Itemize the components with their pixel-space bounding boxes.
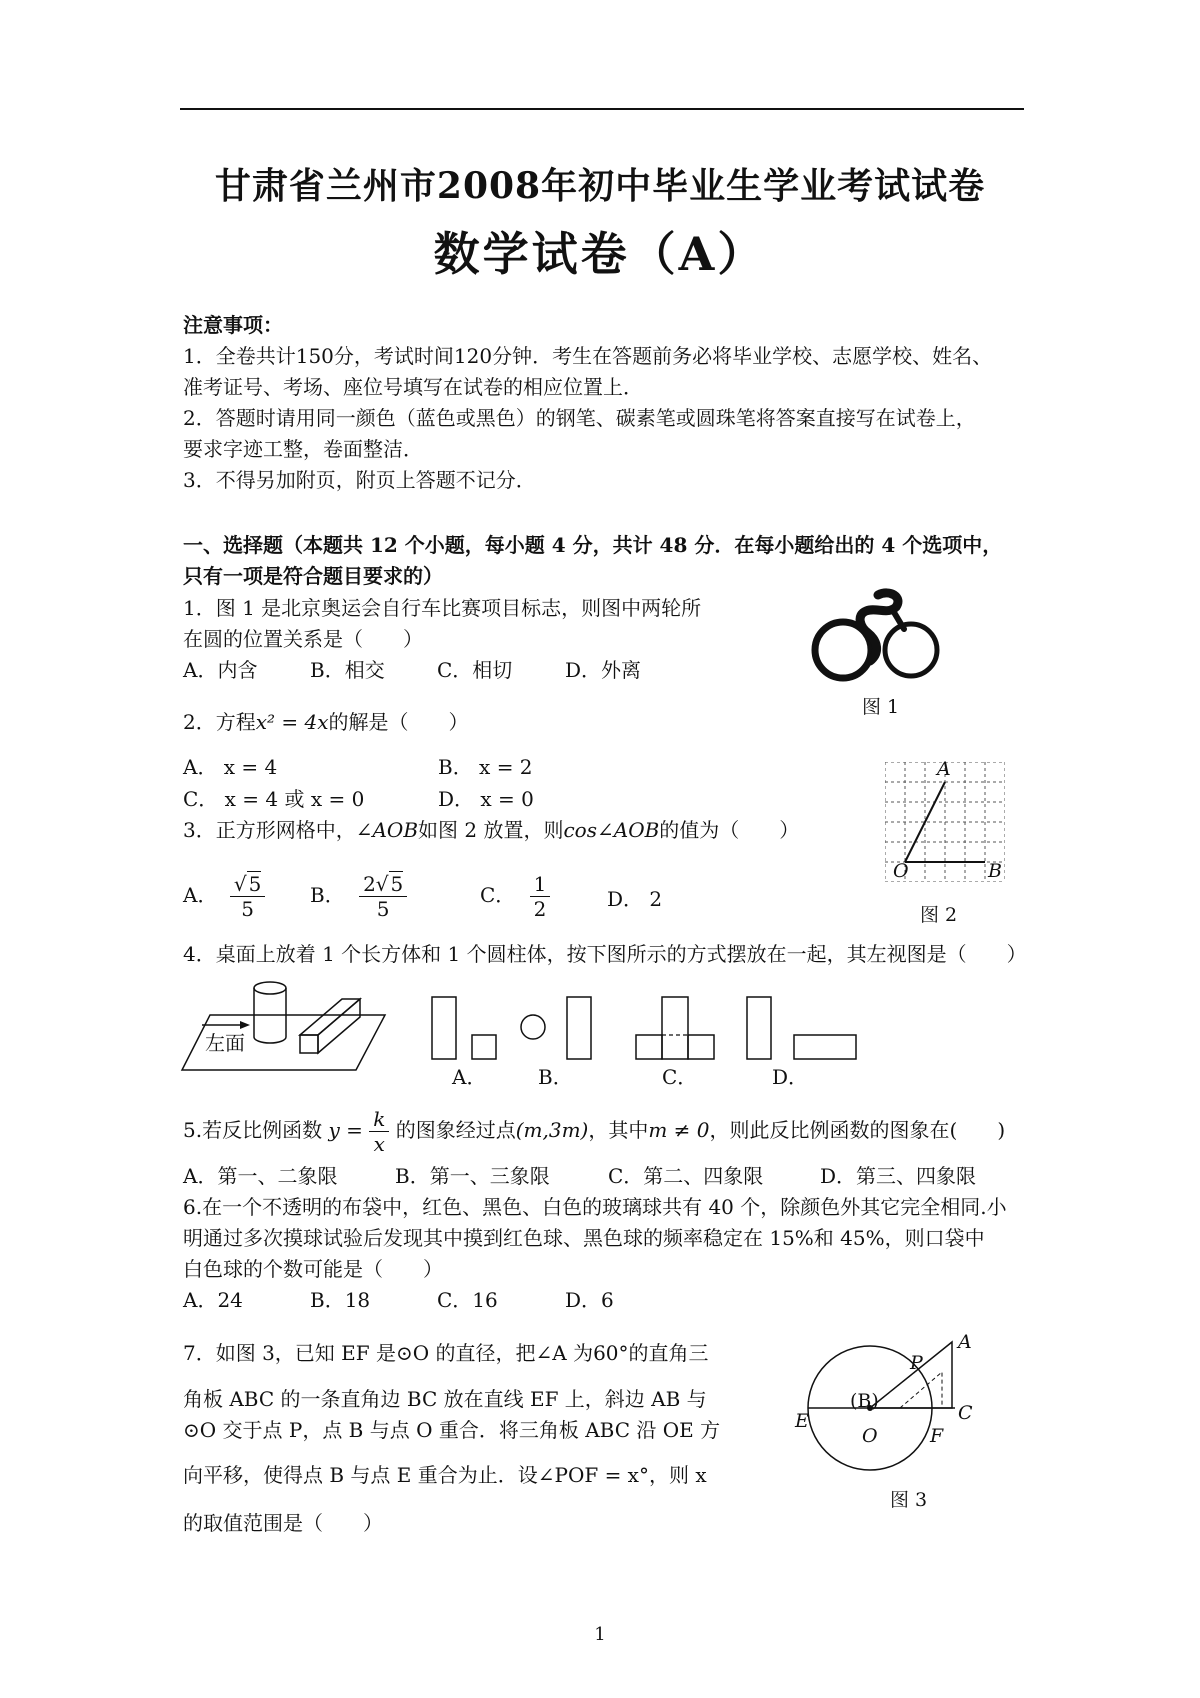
q5-stem: 5.若反比例函数 y = $\frac{k}{x}$ 的图象经过点(m,3m)，其中m ≠ 0，则此反比例函数的图象在( ): [183, 1107, 1006, 1156]
q5-option-a: A．第一、二象限: [183, 1164, 338, 1188]
notice-heading: 注意事项：: [183, 313, 283, 337]
q1-option-d: D．外离: [565, 658, 642, 682]
cycling-logo-figure: [808, 585, 943, 685]
page-number: 1: [594, 1624, 606, 1645]
q7-line-1: 7．如图 3，已知 EF 是⊙O 的直径，把∠A 为60°的直角三: [183, 1341, 709, 1365]
fig3-label-o: O: [862, 1425, 878, 1447]
fig3-label-e: E: [795, 1410, 809, 1432]
notice-line-5: 3．不得另加附页，附页上答题不记分．: [183, 468, 536, 492]
q1-line-1: 1．图 1 是北京奥运会自行车比赛项目标志，则图中两轮所: [183, 596, 702, 620]
q1-line-2: 在圆的位置关系是（ ）: [183, 627, 423, 651]
fig2-label-o: O: [893, 860, 909, 882]
fig3-label-c: C: [958, 1402, 973, 1424]
q1-option-b: B．相交: [310, 658, 385, 682]
q1-option-a: A．内含: [183, 658, 258, 682]
fig2-label-a: A: [937, 758, 951, 780]
q5-option-d: D．第三、四象限: [820, 1164, 977, 1188]
notice-line-4: 要求字迹工整，卷面整洁．: [183, 437, 423, 461]
q3-stem: 3．正方形网格中，∠AOB如图 2 放置，则cos∠AOB的值为（ ）: [183, 818, 800, 842]
figure-2-caption: 图 2: [920, 904, 958, 926]
q5-option-c: C．第二、四象限: [608, 1164, 764, 1188]
q3-option-b: B． $\frac{2√ 5}{5}$: [310, 872, 407, 921]
fig3-label-f: F: [930, 1425, 944, 1447]
q4-left-face-label: 左面: [205, 1031, 245, 1055]
figure-3-circle-triangle: [780, 1330, 980, 1480]
q6-option-c: C．16: [437, 1288, 498, 1312]
notice-line-3: 2．答题时请用同一颜色（蓝色或黑色）的钢笔、碳素笔或圆珠笔将答案直接写在试卷上，: [183, 406, 976, 430]
figure-3-caption: 图 3: [890, 1489, 928, 1511]
q2-equation: x² = 4x: [255, 710, 329, 734]
fig3-label-b: (B): [850, 1390, 879, 1412]
q3-option-a: A． $\frac{√ 5}{5}$: [183, 872, 265, 921]
q4-option-b: B．: [538, 1065, 573, 1089]
exam-subtitle: 数学试卷（A）: [433, 227, 767, 281]
q5-option-b: B．第一、三象限: [395, 1164, 550, 1188]
fig3-label-p: P: [910, 1352, 923, 1374]
q6-option-b: B．18: [310, 1288, 371, 1312]
option-a-figure: [432, 997, 456, 1059]
q4-option-c: C．: [662, 1065, 698, 1089]
cylinder: [254, 982, 286, 994]
section-heading-line-1: 一、选择题（本题共 12 个小题，每小题 4 分，共计 48 分．在每小题给出的 4 个选项中，: [183, 533, 1003, 557]
option-c-figure: [636, 997, 714, 1059]
q6-line-2: 明通过多次摸球试验后发现其中摸到红色球、黑色球的频率稳定在 15%和 45%，则口袋中: [183, 1226, 985, 1250]
q7-line-2: 角板 ABC 的一条直角边 BC 放在直线 EF 上，斜边 AB 与: [183, 1387, 707, 1411]
q2-option-b: B． x = 2: [438, 755, 533, 779]
fig3-label-a: A: [958, 1331, 972, 1353]
section-heading-line-2: 只有一项是符合题目要求的）: [183, 564, 443, 588]
q4-stem: 4．桌面上放着 1 个长方体和 1 个圆柱体，按下图所示的方式摆放在一起，其左视图是（ ）: [183, 942, 1027, 966]
q3-option-d: D． 2: [607, 887, 663, 911]
box: [300, 999, 360, 1053]
q6-option-a: A．24: [183, 1288, 243, 1312]
q7-line-5: 的取值范围是（ ）: [183, 1511, 383, 1535]
q7-line-3: ⊙O 交于点 P，点 B 与点 O 重合．将三角板 ABC 沿 OE 方: [183, 1418, 721, 1442]
fig2-label-b: B: [988, 860, 1002, 882]
top-rule: [180, 108, 1024, 110]
q2-stem: 2．方程x² = 4x的解是（ ）: [183, 710, 469, 734]
exam-title: 甘肃省兰州市2008年初中毕业生学业考试试卷: [214, 165, 986, 207]
q3-option-c: C． $\frac{1}{2}$: [480, 872, 550, 921]
q2-option-a: A． x = 4: [183, 755, 278, 779]
q2-option-c: C． x = 4 或 x = 0: [183, 787, 365, 811]
q4-option-a: A．: [452, 1065, 487, 1089]
notice-line-1: 1．全卷共计150分，考试时间120分钟．考生在答题前务必将毕业学校、志愿学校、姓名、: [183, 344, 993, 368]
q7-line-4: 向平移，使得点 B 与点 E 重合为止．设∠POF = x°，则 x: [183, 1463, 707, 1487]
q4-option-d: D．: [772, 1065, 809, 1089]
notice-line-2: 准考证号、考场、座位号填写在试卷的相应位置上．: [183, 375, 643, 399]
q2-option-d: D． x = 0: [438, 787, 534, 811]
figure-1-caption: 图 1: [862, 696, 900, 718]
option-b-figure: [521, 1015, 545, 1039]
q1-option-c: C．相切: [437, 658, 513, 682]
q6-option-d: D．6: [565, 1288, 614, 1312]
q6-line-3: 白色球的个数可能是（ ）: [183, 1257, 443, 1281]
q6-line-1: 6.在一个不透明的布袋中，红色、黑色、白色的玻璃球共有 40 个，除颜色外其它完全相同.小: [183, 1195, 1007, 1219]
option-d-figure: [747, 997, 771, 1059]
q4-figures: [180, 975, 1050, 1085]
